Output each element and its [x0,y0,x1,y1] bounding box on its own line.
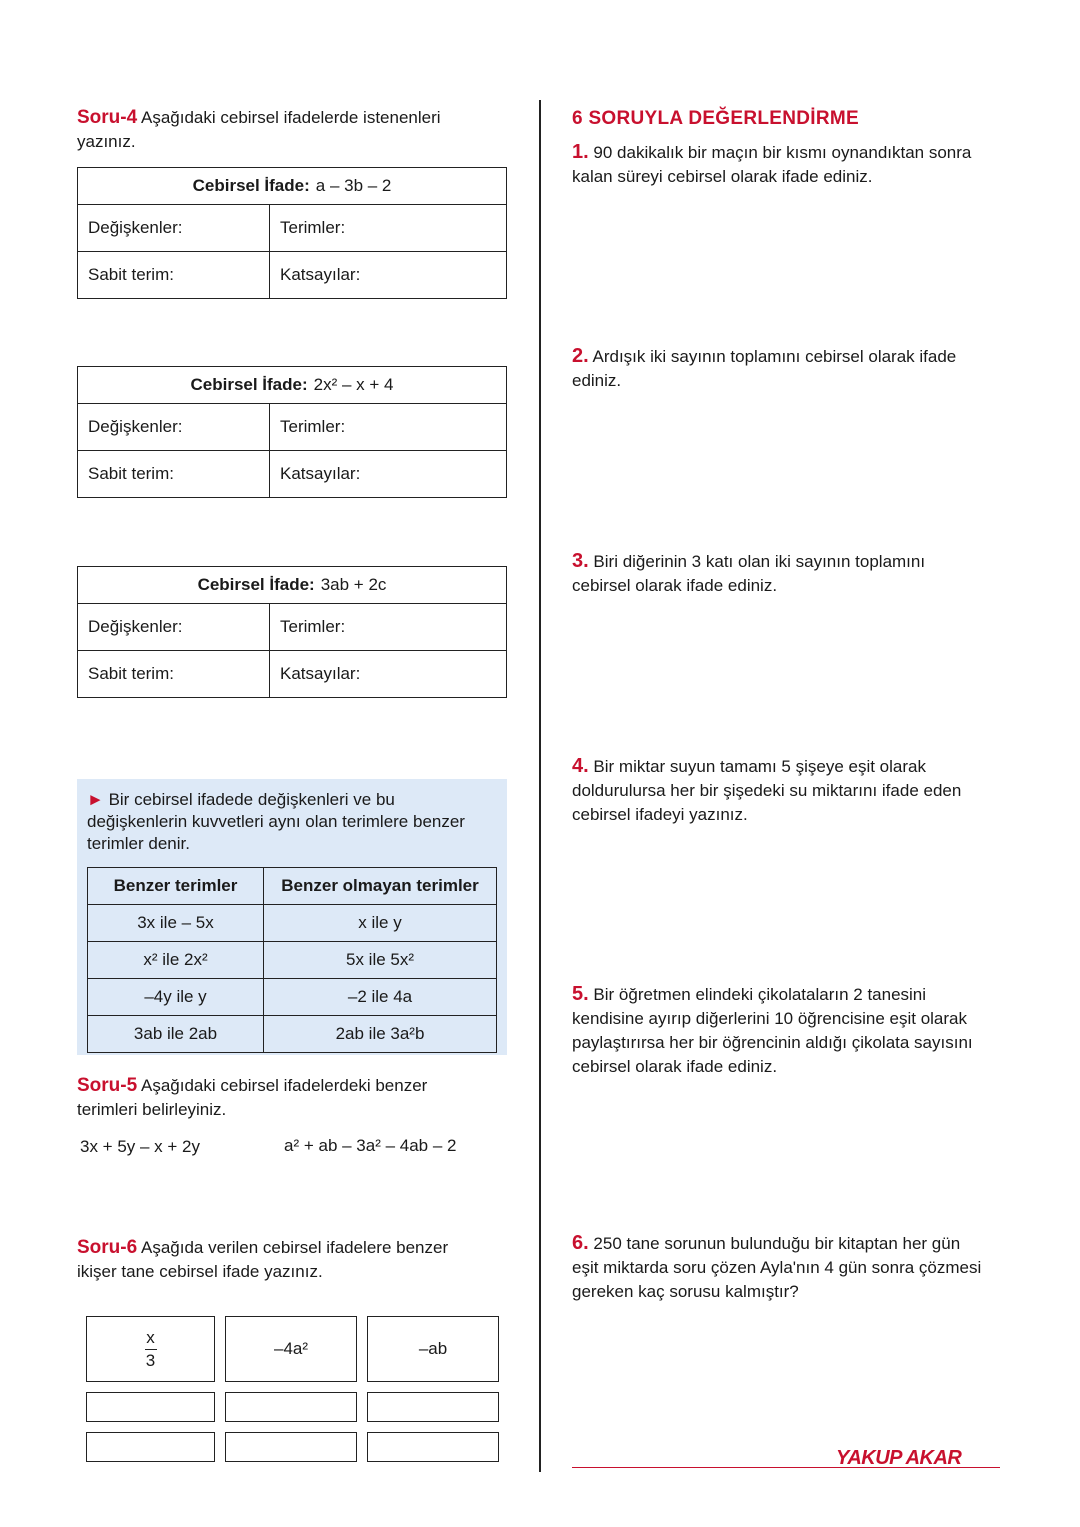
soru5-expression-1: 3x + 5y – x + 2y [80,1137,201,1156]
table-row [88,905,497,942]
benzer-terimler-info-box [77,779,507,1055]
answer-box[interactable] [225,1432,357,1462]
cebirsel-header [78,367,507,404]
question-rest: kalan süreyi cebirsel olarak ifade ediniz. [572,167,873,186]
soru5-label: Soru-5 [77,1075,138,1096]
soru4-text-line2: yazınız. [77,132,136,151]
info-definition: Bir cebirsel ifadede değişkenleri ve bu değişkenlerin kuvvetleri aynı olan terimlere benzer terimler denir. [87,790,465,853]
question-rest: doldurulursa her bir şişedeki su miktarını ifade eden cebirsel ifadeyi yazınız. [572,781,962,824]
question-line1: 90 dakikalık bir maçın bir kısmı oynandıktan sonra [593,143,972,162]
answer-box[interactable] [225,1392,357,1422]
question-line1: Ardışık iki sayının toplamını cebirsel olarak ifade [592,347,957,366]
question-number: 5. [572,983,589,1005]
question-line1: Bir öğretmen elindeki çikolataların 2 tanesini [593,985,927,1004]
triangle-right-icon: ► [87,790,104,809]
question-number: 2. [572,345,589,367]
soru6-question [77,1236,517,1284]
answer-box[interactable] [367,1432,499,1462]
question-rest: eşit miktarda soru çözen Ayla'nın 4 gün sonra çözmesi gereken kaç sorusu kalmıştır? [572,1258,982,1301]
right-question-5 [572,982,1004,1079]
table-cell: x ile y [264,905,497,942]
katsayilar-cell[interactable]: Katsayılar: [270,651,507,698]
terimler-cell[interactable]: Terimler: [270,604,507,651]
fraction [145,1329,157,1370]
katsayilar-cell[interactable]: Katsayılar: [270,252,507,299]
expression-box-2 [225,1316,357,1382]
katsayilar-cell[interactable]: Katsayılar: [270,451,507,498]
question-line1: Bir miktar suyun tamamı 5 şişeye eşit olarak [593,757,926,776]
degiskenler-cell[interactable]: Değişkenler: [78,205,270,252]
soru5-expression-2: a² + ab – 3a² – 4ab – 2 [284,1136,457,1155]
soru5-question [77,1074,517,1122]
expression-text: –ab [418,1339,448,1358]
question-number: 6. [572,1232,589,1254]
terimler-cell[interactable]: Terimler: [270,205,507,252]
cebirsel-table-1 [77,167,507,299]
question-line1: Biri diğerinin 3 katı olan iki sayının toplamını [593,552,926,571]
right-question-1 [572,140,1012,189]
table-cell: 5x ile 5x² [264,942,497,979]
expression-text: –4a² [273,1339,309,1358]
table-cell: 3x ile – 5x [88,905,264,942]
question-number: 3. [572,550,589,572]
question-rest: kendisine ayırıp diğerlerini 10 öğrencisine eşit olarak paylaştırırsa her bir öğrencinin aldığı çikolata sayısını cebirsel olarak ifade ediniz. [572,1009,973,1076]
soru6-text-line2: ikişer tane cebirsel ifade yazınız. [77,1262,323,1281]
fraction-denominator: 3 [145,1350,156,1370]
cebirsel-header-label: Cebirsel İfade: [192,176,310,195]
right-question-4 [572,754,1000,827]
sabit-terim-cell[interactable]: Sabit terim: [78,252,270,299]
terimler-cell[interactable]: Terimler: [270,404,507,451]
right-question-6 [572,1231,1000,1304]
soru4-text-line1: Aşağıdaki cebirsel ifadelerde istenenleri [140,108,441,127]
fraction-bar [145,1349,157,1350]
cebirsel-expression: 2x² – x + 4 [313,375,394,394]
right-section-title: 6 SORUYLA DEĞERLENDİRME [572,108,860,129]
cebirsel-expression: a – 3b – 2 [315,176,392,195]
table-cell: x² ile 2x² [88,942,264,979]
table-row [88,942,497,979]
degiskenler-cell[interactable]: Değişkenler: [78,604,270,651]
author-brand: YAKUP AKAR [836,1447,962,1469]
question-rest: cebirsel olarak ifade ediniz. [572,576,778,595]
soru5-text-line1: Aşağıdaki cebirsel ifadelerdeki benzer [140,1076,428,1095]
column-divider [539,100,541,1472]
cebirsel-header [78,567,507,604]
table-cell: –4y ile y [88,979,264,1016]
question-number: 4. [572,755,589,777]
cebirsel-header-label: Cebirsel İfade: [197,575,315,594]
question-rest: ediniz. [572,371,622,390]
benzer-terimler-table [87,867,497,1053]
cebirsel-header-label: Cebirsel İfade: [190,375,308,394]
soru4-label: Soru-4 [77,107,138,128]
fraction-numerator: x [146,1327,155,1347]
col-header-benzer-olmayan: Benzer olmayan terimler [264,868,497,905]
question-number: 1. [572,141,589,163]
table-cell: 2ab ile 3a²b [264,1016,497,1053]
table-cell: –2 ile 4a [264,979,497,1016]
expression-box-3 [367,1316,499,1382]
soru4-question [77,106,517,154]
table-row [88,979,497,1016]
answer-box[interactable] [86,1432,215,1462]
info-text [87,789,497,855]
expression-box-fraction [86,1316,215,1382]
cebirsel-header [78,168,507,205]
degiskenler-cell[interactable]: Değişkenler: [78,404,270,451]
right-question-2 [572,344,1012,393]
soru6-label: Soru-6 [77,1237,138,1258]
cebirsel-table-3 [77,566,507,698]
soru5-text-line2: terimleri belirleyiniz. [77,1100,227,1119]
col-header-benzer: Benzer terimler [88,868,264,905]
sabit-terim-cell[interactable]: Sabit terim: [78,651,270,698]
table-cell: 3ab ile 2ab [88,1016,264,1053]
soru6-text-line1: Aşağıda verilen cebirsel ifadelere benzer [140,1238,449,1257]
cebirsel-table-2 [77,366,507,498]
table-row [88,1016,497,1053]
sabit-terim-cell[interactable]: Sabit terim: [78,451,270,498]
right-question-3 [572,549,1012,598]
question-line1: 250 tane sorunun bulunduğu bir kitaptan her gün [593,1234,961,1253]
answer-box[interactable] [367,1392,499,1422]
cebirsel-expression: 3ab + 2c [320,575,387,594]
answer-box[interactable] [86,1392,215,1422]
